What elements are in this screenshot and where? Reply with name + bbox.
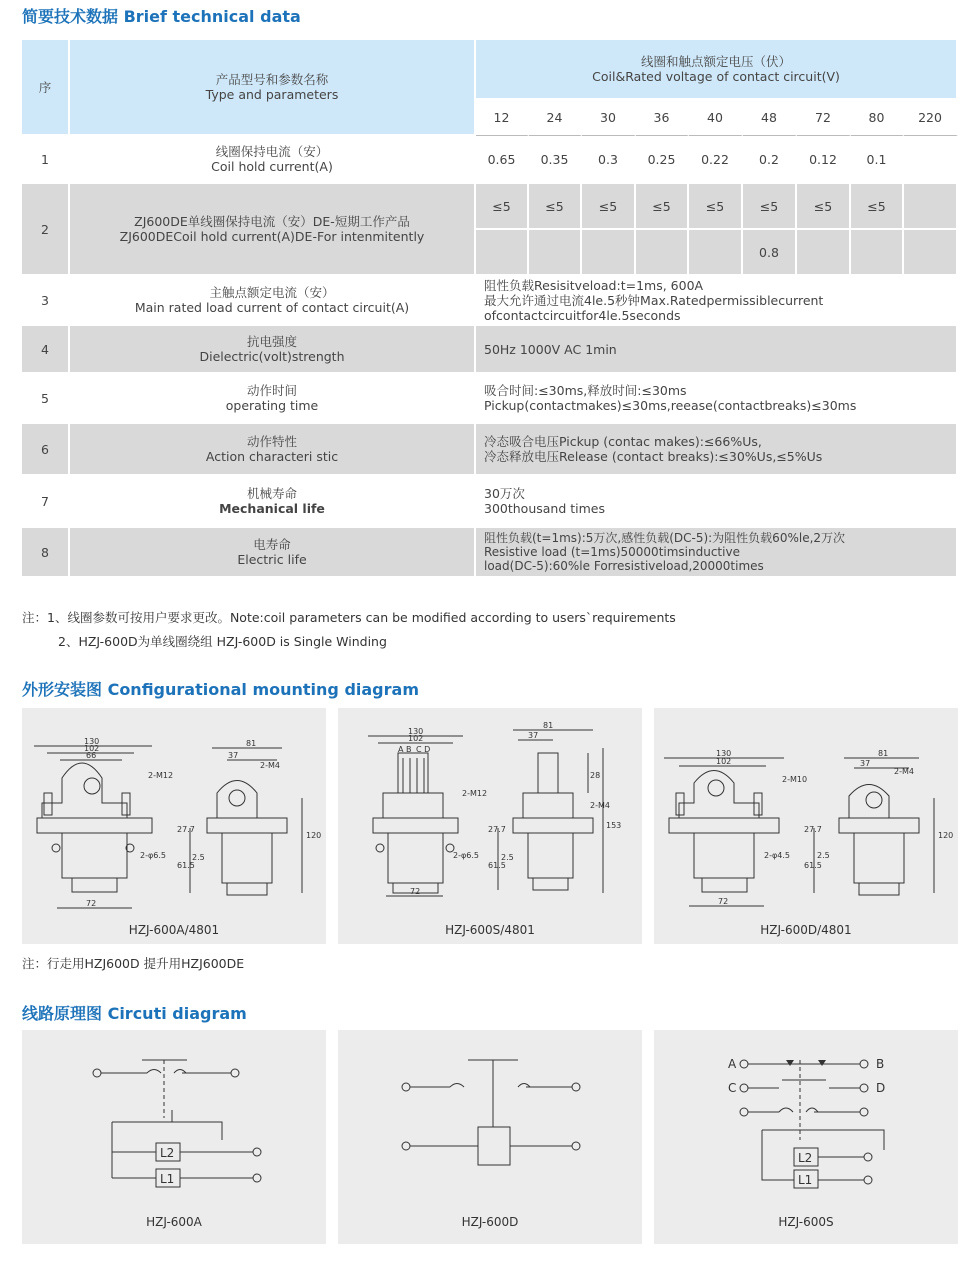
dim-label: 61.5 bbox=[488, 861, 506, 870]
value-cell bbox=[851, 230, 904, 276]
voltage-col: 24 bbox=[529, 100, 582, 136]
value-line: 阻性负载(t=1ms):5万次,感性负载(DC-5):为阻性负载60%le,2万次 bbox=[484, 531, 846, 545]
note-2: 2、HZJ-600D为单线圈绕组 HZJ-600D is Single Winding bbox=[58, 634, 387, 649]
value-text bbox=[476, 276, 958, 326]
dim-label: 27.7 bbox=[804, 825, 822, 834]
circuit-panel-d bbox=[338, 1030, 642, 1244]
value-line: 阻性负载Resisitveload:t=1ms, 600A bbox=[484, 277, 704, 293]
note-3: 注：行走用HZJ600D 提升用HZJ600DE bbox=[22, 956, 245, 971]
dim-label: 2-M4 bbox=[260, 761, 280, 770]
value-line: ofcontactcircuitfor4le.5seconds bbox=[484, 307, 681, 323]
tech-data-title: 简要技术数据 Brief technical data bbox=[22, 7, 301, 26]
value-cell: ≤5 bbox=[689, 184, 743, 230]
value-line: 30万次 bbox=[484, 486, 525, 501]
dim-label: 2-φ6.5 bbox=[453, 851, 479, 860]
mount-panel-a bbox=[22, 708, 326, 944]
value-cell: ≤5 bbox=[851, 184, 904, 230]
row-number: 4 bbox=[22, 326, 70, 374]
value-cell: ≤5 bbox=[743, 184, 797, 230]
header-volt-en: Coil&Rated voltage of contact circuit(V) bbox=[592, 69, 840, 84]
value-line: Resistive load (t=1ms)50000timsinductive bbox=[484, 545, 740, 559]
table-row bbox=[22, 326, 958, 374]
value-cell bbox=[582, 230, 636, 276]
param-cn: ZJ600DE单线圈保持电流（安）DE-短期工作产品 bbox=[134, 214, 410, 229]
row-param bbox=[70, 276, 476, 326]
dim-label: 37 bbox=[860, 759, 871, 768]
header-volt-cn: 线圈和触点额定电压（伏） bbox=[641, 54, 792, 69]
header-type-cn: 产品型号和参数名称 bbox=[215, 72, 329, 87]
mount-caption-d: HZJ-600D/4801 bbox=[760, 923, 852, 937]
value-line: Pickup(contactmakes)≤30ms,reease(contactbreaks)≤30ms bbox=[484, 398, 857, 413]
value-cell: 0.22 bbox=[689, 136, 743, 184]
table-row bbox=[22, 476, 958, 528]
param-cn: 电寿命 bbox=[253, 537, 291, 552]
value-line: 最大允许通过电流4le.5秒钟Max.Ratedpermissiblecurrent bbox=[484, 292, 824, 308]
dim-label: 2-M4 bbox=[894, 767, 914, 776]
dim-label: 2.5 bbox=[192, 853, 205, 862]
dim-label: 27.7 bbox=[488, 825, 506, 834]
row-number: 5 bbox=[22, 374, 70, 424]
voltage-col: 40 bbox=[689, 100, 743, 136]
dim-label: 81 bbox=[878, 749, 889, 758]
value-line: load(DC-5):60%le Forresistiveload,20000times bbox=[484, 559, 764, 573]
row-param bbox=[70, 184, 476, 276]
row-param bbox=[70, 326, 476, 374]
value-line: 吸合时间:≤30ms,释放时间:≤30ms bbox=[484, 383, 687, 398]
value-cell: 0.25 bbox=[636, 136, 689, 184]
value-cell: 0.65 bbox=[476, 136, 529, 184]
voltage-col: 12 bbox=[476, 100, 529, 136]
param-cn: 动作特性 bbox=[246, 434, 297, 449]
coil-label: L2 bbox=[798, 1151, 813, 1165]
note-1: 注：1、线圈参数可按用户要求更改。Note:coil parameters can be modified according to users`requirements bbox=[22, 610, 676, 625]
dim-label: 37 bbox=[228, 751, 239, 760]
dim-label: 120 bbox=[306, 831, 322, 840]
dim-label: 37 bbox=[528, 731, 539, 740]
dim-label: 2-φ6.5 bbox=[140, 851, 166, 860]
value-cell bbox=[529, 230, 582, 276]
coil-label: L1 bbox=[160, 1172, 175, 1186]
dim-label: 120 bbox=[938, 831, 954, 840]
dim-label: 2-M10 bbox=[782, 775, 808, 784]
circuit-panel-a bbox=[22, 1030, 326, 1244]
mount-title: 外形安装图 Configurational mounting diagram bbox=[22, 680, 419, 699]
terminal-label: D bbox=[876, 1081, 886, 1095]
voltage-col: 80 bbox=[851, 100, 904, 136]
mount-panel-d bbox=[654, 708, 958, 944]
param-en: Coil hold current(A) bbox=[211, 159, 333, 174]
row-param bbox=[70, 424, 476, 476]
value-cell: 0.35 bbox=[529, 136, 582, 184]
header-voltage bbox=[476, 40, 958, 100]
param-en: Electric life bbox=[237, 552, 307, 567]
circuit-title: 线路原理图 Circuti diagram bbox=[22, 1004, 247, 1023]
value-text bbox=[476, 528, 958, 578]
terminal-label: A bbox=[728, 1057, 737, 1071]
dim-label: 81 bbox=[543, 721, 554, 730]
dim-label: 130 bbox=[84, 737, 100, 746]
row-param bbox=[70, 528, 476, 578]
row-number: 7 bbox=[22, 476, 70, 528]
value-line: 冷态释放电压Release (contact breaks):≤30%Us,≤5%Us bbox=[484, 449, 823, 464]
dim-label: 72 bbox=[86, 899, 97, 908]
dim-label: 81 bbox=[246, 739, 257, 748]
param-cn: 抗电强度 bbox=[246, 334, 297, 349]
row-number: 2 bbox=[22, 184, 70, 276]
table-row bbox=[22, 374, 958, 424]
mount-panel-s bbox=[338, 708, 642, 944]
voltage-col: 220 bbox=[904, 100, 958, 136]
row-number: 1 bbox=[22, 136, 70, 184]
value-cell bbox=[476, 230, 529, 276]
dim-label: 27.7 bbox=[177, 825, 195, 834]
param-en: ZJ600DECoil hold current(A)DE-For intenmitently bbox=[119, 229, 425, 244]
mount-drawing-a bbox=[22, 708, 326, 944]
header-type-en: Type and parameters bbox=[205, 87, 339, 102]
param-cn: 主触点额定电流（安） bbox=[209, 285, 335, 300]
row-number: 8 bbox=[22, 528, 70, 578]
terminal-label: B bbox=[876, 1057, 885, 1071]
circuit-caption-a: HZJ-600A bbox=[146, 1215, 202, 1229]
param-en: operating time bbox=[225, 398, 319, 413]
dim-label: 2-M12 bbox=[462, 789, 488, 798]
dim-label: A B bbox=[398, 745, 412, 754]
value-cell bbox=[797, 230, 851, 276]
value-line: 300thousand times bbox=[484, 501, 606, 516]
table-row bbox=[22, 276, 958, 326]
dim-label: 130 bbox=[408, 727, 424, 736]
value-cell bbox=[904, 136, 958, 184]
dim-label: 102 bbox=[408, 734, 424, 743]
value-cell bbox=[636, 230, 689, 276]
dim-label: 153 bbox=[606, 821, 622, 830]
value-line: 冷态吸合电压Pickup (contac makes):≤66%Us, bbox=[484, 434, 762, 449]
circuit-panel-s bbox=[654, 1030, 958, 1244]
value-cell: 0.2 bbox=[743, 136, 797, 184]
row-number: 3 bbox=[22, 276, 70, 326]
table-row bbox=[22, 136, 958, 184]
coil-label: L1 bbox=[798, 1173, 813, 1187]
value-cell: 0.3 bbox=[582, 136, 636, 184]
param-en: Dielectric(volt)strength bbox=[199, 349, 345, 364]
dim-label: 2.5 bbox=[501, 853, 514, 862]
value-cell: ≤5 bbox=[529, 184, 582, 230]
table-row bbox=[22, 528, 958, 578]
header-type bbox=[70, 40, 476, 136]
value-cell: 0.8 bbox=[743, 230, 797, 276]
value-line: 50Hz 1000V AC 1min bbox=[484, 341, 617, 357]
dim-label: 102 bbox=[84, 744, 100, 753]
param-cn: 线圈保持电流（安） bbox=[215, 144, 329, 159]
row-number: 6 bbox=[22, 424, 70, 476]
table-row bbox=[22, 184, 958, 230]
dim-label: 61.5 bbox=[177, 861, 195, 870]
value-cell bbox=[689, 230, 743, 276]
dim-label: 72 bbox=[718, 897, 729, 906]
mount-caption-s: HZJ-600S/4801 bbox=[445, 923, 535, 937]
mount-caption-a: HZJ-600A/4801 bbox=[128, 923, 220, 937]
value-text bbox=[476, 476, 958, 528]
terminal-label: C bbox=[728, 1081, 737, 1095]
circuit-caption-d: HZJ-600D bbox=[461, 1215, 519, 1229]
dim-label: 72 bbox=[410, 887, 421, 896]
tech-data-table bbox=[22, 40, 958, 578]
voltage-col: 72 bbox=[797, 100, 851, 136]
dim-label: 130 bbox=[716, 749, 732, 758]
circuit-drawing-d bbox=[338, 1030, 642, 1244]
dim-label: 2-M12 bbox=[148, 771, 174, 780]
value-cell bbox=[904, 230, 958, 276]
value-cell: ≤5 bbox=[582, 184, 636, 230]
row-param bbox=[70, 136, 476, 184]
row-param bbox=[70, 476, 476, 528]
coil-label: L2 bbox=[160, 1146, 175, 1160]
param-en: Mechanical life bbox=[219, 501, 325, 516]
value-cell: ≤5 bbox=[797, 184, 851, 230]
mount-drawing-s bbox=[338, 708, 642, 944]
header-seq: 序 bbox=[22, 40, 70, 136]
value-cell: ≤5 bbox=[476, 184, 529, 230]
voltage-col: 36 bbox=[636, 100, 689, 136]
param-cn: 动作时间 bbox=[246, 383, 297, 398]
param-cn: 机械寿命 bbox=[246, 486, 297, 501]
dim-label: 2-M4 bbox=[590, 801, 610, 810]
value-text bbox=[476, 374, 958, 424]
dim-label: 61.5 bbox=[804, 861, 822, 870]
value-text bbox=[476, 326, 958, 374]
dim-label: 28 bbox=[590, 771, 601, 780]
row-param bbox=[70, 374, 476, 424]
dim-label: 102 bbox=[716, 757, 732, 766]
value-cell: 0.12 bbox=[797, 136, 851, 184]
circuit-drawing-s bbox=[654, 1030, 958, 1244]
table-row bbox=[22, 424, 958, 476]
circuit-drawing-a bbox=[22, 1030, 326, 1244]
param-en: Main rated load current of contact circuit(A) bbox=[134, 300, 410, 315]
dim-label: C D bbox=[416, 745, 431, 754]
dim-label: 66 bbox=[86, 751, 97, 760]
circuit-caption-s: HZJ-600S bbox=[778, 1215, 834, 1229]
value-cell: 0.1 bbox=[851, 136, 904, 184]
voltage-col: 30 bbox=[582, 100, 636, 136]
dim-label: 2.5 bbox=[817, 851, 830, 860]
mount-drawing-d bbox=[654, 708, 958, 944]
value-cell bbox=[904, 184, 958, 230]
value-cell: ≤5 bbox=[636, 184, 689, 230]
param-en: Action characteri stic bbox=[205, 449, 339, 464]
voltage-col: 48 bbox=[743, 100, 797, 136]
dim-label: 2-φ4.5 bbox=[764, 851, 790, 860]
value-text bbox=[476, 424, 958, 476]
